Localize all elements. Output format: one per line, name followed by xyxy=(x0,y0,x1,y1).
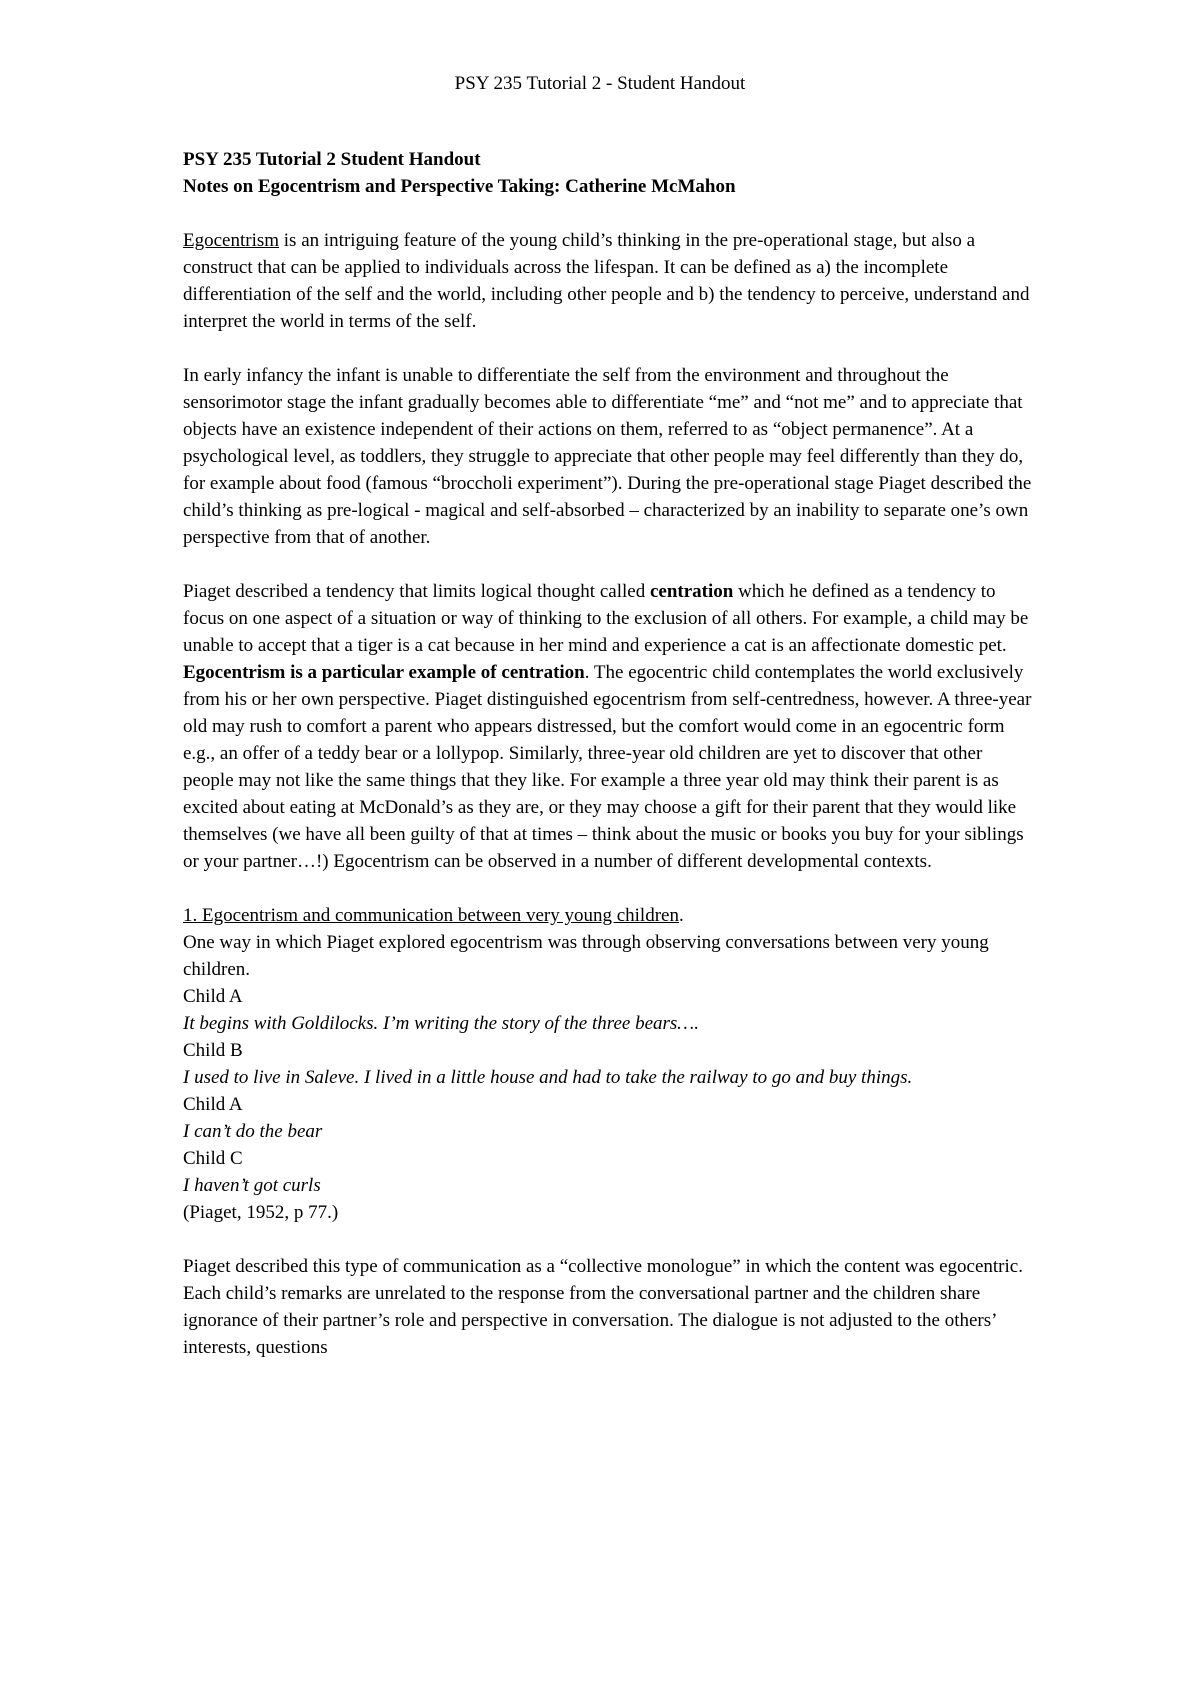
section-heading-tail: . xyxy=(678,905,684,926)
title-block xyxy=(183,146,1033,200)
term-centration: centration xyxy=(649,581,734,602)
section-heading-text: 1. Egocentrism and communication between very young children xyxy=(183,905,679,926)
paragraph-text: Piaget described a tendency that limits logical thought called xyxy=(183,581,650,602)
paragraph-text: which he defined as a tendency to focus on one aspect of a situation or way of thinking to the exclusion of all others. For example, a child may be unable to accept that a tiger is a cat because in her mind and experience a cat is an affectionate domestic pet. xyxy=(183,581,1029,656)
section-intro: One way in which Piaget explored egocentrism was through observing conversations between very young children. xyxy=(183,932,989,980)
paragraph-text: In early infancy the infant is unable to differentiate the self from the environment and throughout the sensorimotor stage the infant gradually becomes able to differentiate “me” and “not me” and to appreciate that objects have an existence independent of their actions on them, referred to as “object permanence”. At a psychological level, as toddlers, they struggle to appreciate that other people may feel differently than they do, for example about food (famous “broccholi experiment”). During the pre-operational stage Piaget described the child’s thinking as pre-logical - magical and self-absorbed – characterized by an inability to separate one’s own perspective from that of another. xyxy=(183,365,1032,548)
paragraph-collective-monologue xyxy=(183,1253,1033,1361)
dialogue-line: I can’t do the bear xyxy=(183,1121,323,1142)
dialogue-speaker: Child B xyxy=(183,1040,243,1061)
section-heading xyxy=(183,902,1033,929)
paragraph-text: . The egocentric child contemplates the world exclusively from his or her own perspective. Piaget distinguished egocentrism from self-centredness, however. A three-year old may rush to comfort a parent who appears distressed, but the comfort would come in an egocentric form e.g., an offer of a teddy bear or a lollypop. Similarly, three-year old children are yet to discover that other people may not like the same things that they like. For example a three year old may think their parent is as excited about eating at McDonald’s as they are, or they may choose a gift for their parent that they would like themselves (we have all been guilty of that at times – think about the music or books you buy for your siblings or your partner…!) Egocentrism can be observed in a number of different developmental contexts. xyxy=(183,662,1032,872)
dialogue-line: I used to live in Saleve. I lived in a little house and had to take the railway to go and buy things. xyxy=(183,1067,913,1088)
dialogue-speaker: Child A xyxy=(183,986,243,1007)
paragraph-early-infancy xyxy=(183,362,1033,551)
dialogue-speaker: Child C xyxy=(183,1148,243,1169)
dialogue-speaker: Child A xyxy=(183,1094,243,1115)
paragraph-text: is an intriguing feature of the young child’s thinking in the pre-operational stage, but also a construct that can be applied to individuals across the lifespan. It can be defined as a) the incomplete differentiation of the self and the world, including other people and b) the tendency to perceive, understand and interpret the world in terms of the self. xyxy=(183,230,1030,332)
paragraph-text: Piaget described this type of communication as a “collective monologue” in which the content was egocentric. Each child’s remarks are unrelated to the response from the conversational partner and the children share ignorance of their partner’s role and perspective in conversation. The dialogue is not adjusted to the others’ interests, questions xyxy=(183,1256,1023,1358)
document-title: PSY 235 Tutorial 2 Student Handout xyxy=(183,149,481,170)
dialogue-line: I haven’t got curls xyxy=(183,1175,321,1196)
document-body xyxy=(183,146,1033,1388)
dialogue-line: It begins with Goldilocks. I’m writing the story of the three bears…. xyxy=(183,1013,699,1034)
dialogue-transcript xyxy=(183,983,1033,1199)
key-statement: Egocentrism is a particular example of centration xyxy=(183,662,585,683)
citation: (Piaget, 1952, p 77.) xyxy=(183,1202,339,1223)
document-subtitle: Notes on Egocentrism and Perspective Taking: Catherine McMahon xyxy=(183,176,736,197)
term-egocentrism: Egocentrism xyxy=(183,230,280,251)
section-1 xyxy=(183,902,1033,1226)
paragraph-centration xyxy=(183,578,1033,875)
paragraph-egocentrism-definition xyxy=(183,227,1033,335)
running-header: PSY 235 Tutorial 2 - Student Handout xyxy=(454,73,746,94)
